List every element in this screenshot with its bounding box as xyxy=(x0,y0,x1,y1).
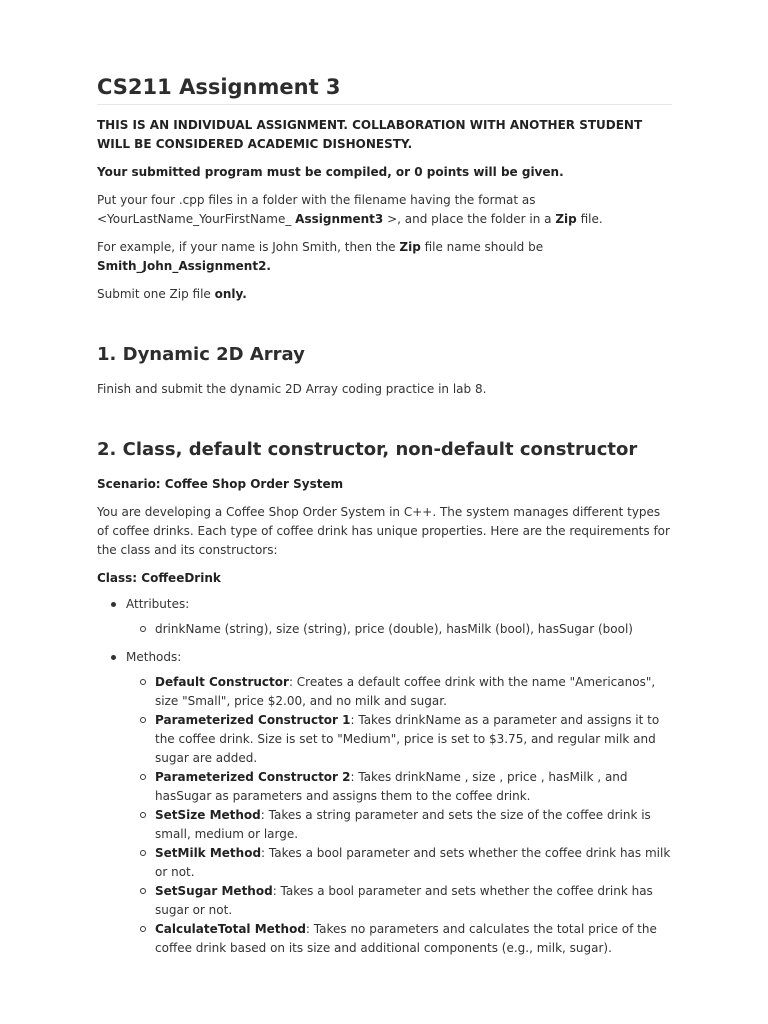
attributes-detail: drinkName (string), size (string), price (double), hasMilk (bool), hasSugar (bool) xyxy=(155,620,672,639)
method-name: Parameterized Constructor 1 xyxy=(155,713,351,727)
section-2-heading: 2. Class, default constructor, non-default constructor xyxy=(97,439,638,460)
attributes-list xyxy=(126,620,672,639)
method-name: SetMilk Method xyxy=(155,846,262,860)
method-setsize xyxy=(155,806,672,844)
method-parameterized-constructor-2 xyxy=(155,768,672,806)
scenario-label: Scenario: Coffee Shop Order System xyxy=(97,477,344,491)
file-format-text-3: file. xyxy=(576,212,603,226)
attributes-item xyxy=(126,595,672,639)
section-1-text: Finish and submit the dynamic 2D Array coding practice in lab 8. xyxy=(97,382,487,396)
filename-example xyxy=(97,238,672,276)
method-name: SetSize Method xyxy=(155,808,261,822)
file-format-text-1: Put your four .cpp files in a folder with the filename having the format as <YourLastName_YourFirstName_ xyxy=(97,193,536,226)
method-setmilk xyxy=(155,844,672,882)
methods-list xyxy=(126,673,672,958)
file-format-instructions xyxy=(97,191,672,229)
method-name: CalculateTotal Method xyxy=(155,922,306,936)
example-text-2: file name should be xyxy=(420,240,544,254)
method-desc: : Creates a default coffee drink with the name "Americanos", size "Small", price $2.00, and no milk and sugar. xyxy=(155,675,656,708)
example-zip-bold: Zip xyxy=(399,240,421,254)
example-text-1: For example, if your name is John Smith, then the xyxy=(97,240,400,254)
example-filename-bold: Smith_John_Assignment2. xyxy=(97,259,271,273)
file-format-text-2: >, and place the folder in a xyxy=(383,212,556,226)
class-label: Class: CoffeeDrink xyxy=(97,571,221,585)
attributes-label: Attributes: xyxy=(126,597,190,611)
method-desc: : Takes drinkName , size , price , hasMilk , and hasSugar as parameters and assigns them to the coffee drink. xyxy=(155,770,628,803)
methods-label: Methods: xyxy=(126,650,182,664)
method-desc: : Takes drinkName as a parameter and assigns it to the coffee drink. Size is set to "Medium", price is set to $3.75, and regular milk and sugar are added. xyxy=(155,713,660,765)
method-default-constructor xyxy=(155,673,672,711)
file-format-zip-bold: Zip xyxy=(555,212,577,226)
method-desc: : Takes a bool parameter and sets whether the coffee drink has sugar or not. xyxy=(155,884,653,917)
method-desc: : Takes no parameters and calculates the total price of the coffee drink based on its size and additional components (e.g., milk, sugar). xyxy=(155,922,657,955)
methods-item xyxy=(126,648,672,958)
compiled-notice: Your submitted program must be compiled, or 0 points will be given. xyxy=(97,165,564,179)
method-desc: : Takes a bool parameter and sets whether the coffee drink has milk or not. xyxy=(155,846,671,879)
method-desc: : Takes a string parameter and sets the size of the coffee drink is small, medium or large. xyxy=(155,808,651,841)
submit-instructions xyxy=(97,285,672,304)
submit-only-bold: only. xyxy=(214,287,247,301)
method-parameterized-constructor-1 xyxy=(155,711,672,768)
scenario-description: You are developing a Coffee Shop Order System in C++. The system manages different types of coffee drinks. Each type of coffee drink has unique properties. Here are the requirements for the class and its constructors: xyxy=(97,505,670,557)
page-title: CS211 Assignment 3 xyxy=(97,72,672,105)
class-spec-list xyxy=(97,595,672,958)
submit-text: Submit one Zip file xyxy=(97,287,215,301)
individual-assignment-warning: THIS IS AN INDIVIDUAL ASSIGNMENT. COLLABORATION WITH ANOTHER STUDENT WILL BE CONSIDERED ACADEMIC DISHONESTY. xyxy=(97,118,643,151)
file-format-assignment-bold: Assignment3 xyxy=(295,212,384,226)
method-name: Default Constructor xyxy=(155,675,289,689)
method-name: Parameterized Constructor 2 xyxy=(155,770,351,784)
method-setsugar xyxy=(155,882,672,920)
method-name: SetSugar Method xyxy=(155,884,273,898)
method-calculatetotal xyxy=(155,920,672,958)
section-1-heading: 1. Dynamic 2D Array xyxy=(97,344,305,365)
